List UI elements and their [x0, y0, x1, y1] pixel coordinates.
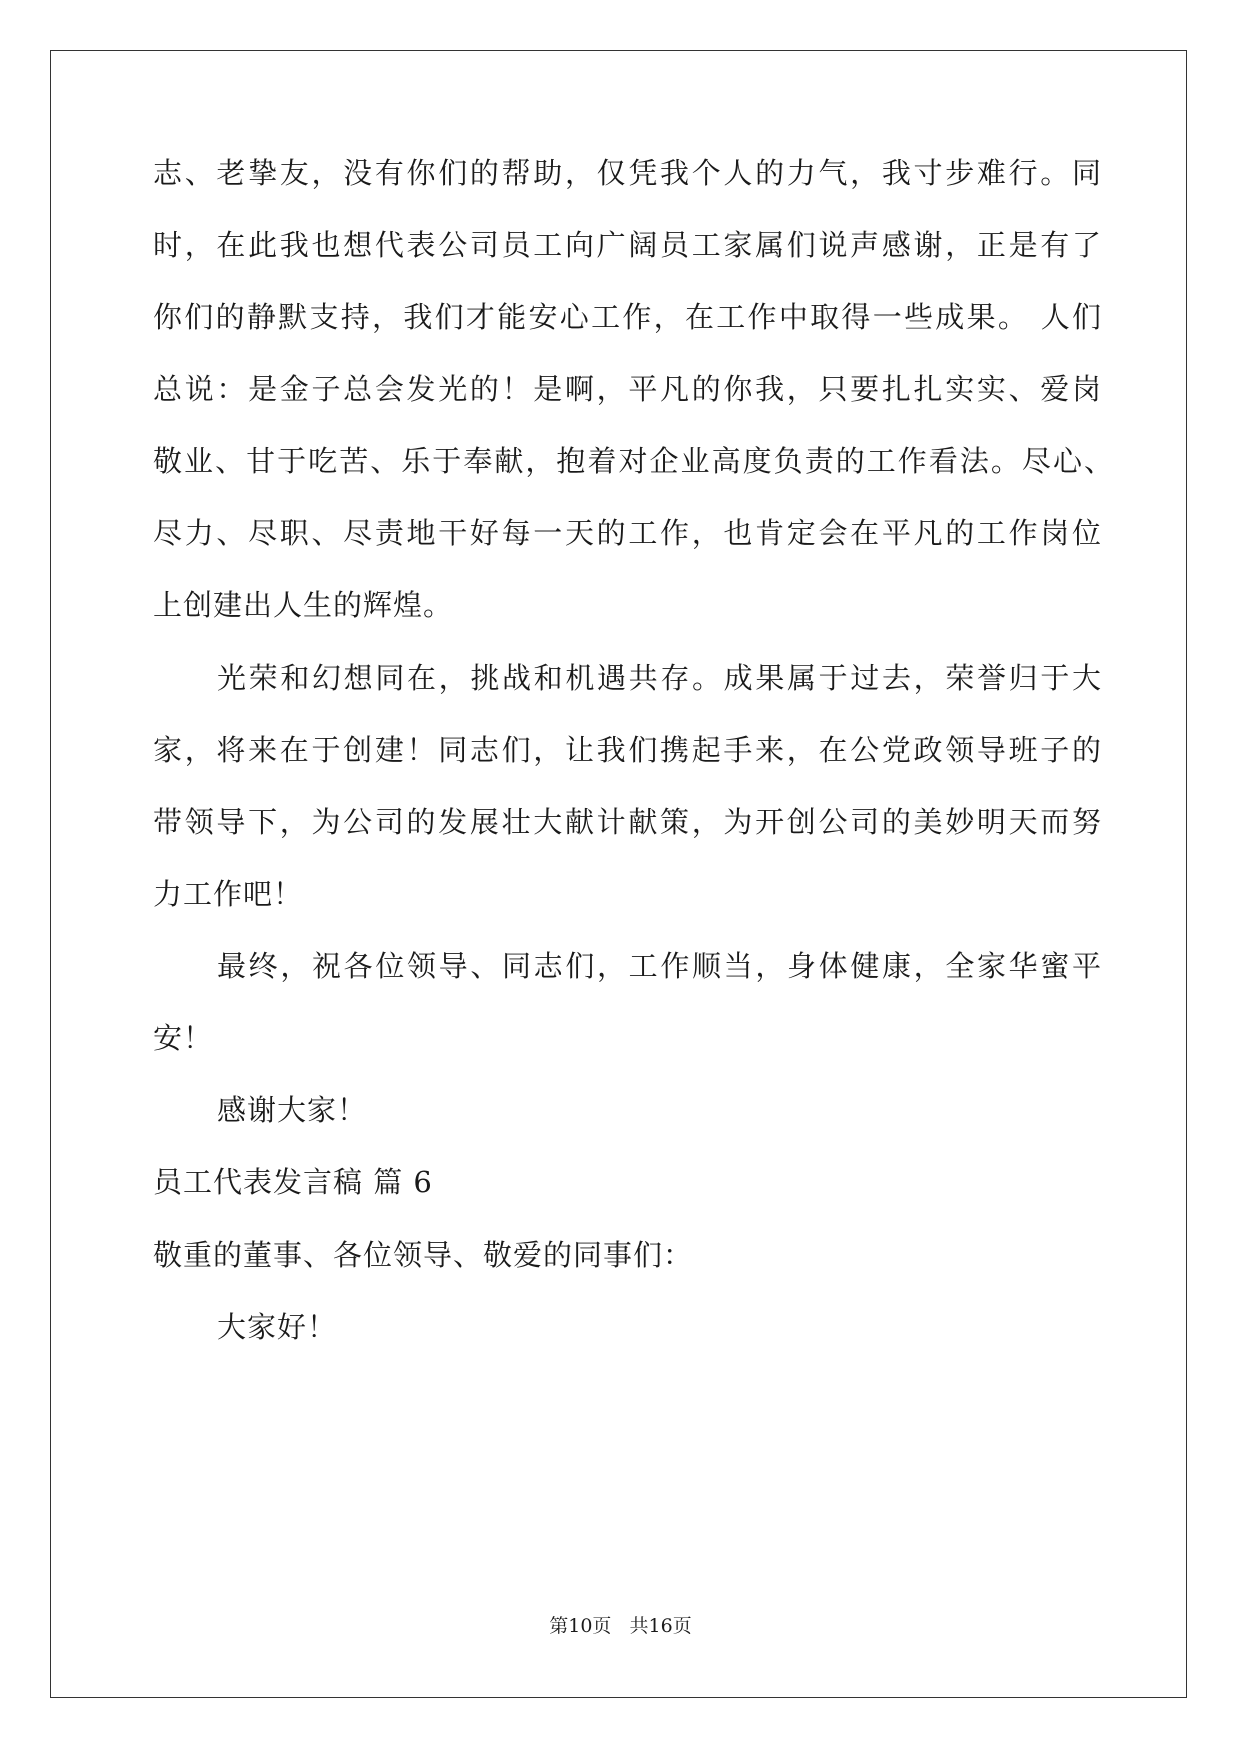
paragraph-line: 志、老挚友，没有你们的帮助，仅凭我个人的力气，我寸步难行。同 — [153, 156, 1101, 190]
paragraph-line: 最终，祝各位领导、同志们，工作顺当，身体健康，全家华蜜平 — [217, 949, 1101, 983]
paragraph-line: 感谢大家！ — [217, 1093, 368, 1127]
page-footer: 第10页 共16页 — [549, 1615, 692, 1637]
paragraph-line: 总说：是金子总会发光的！是啊，平凡的你我，只要扎扎实实、爱岗 — [153, 372, 1101, 406]
paragraph-line: 敬业、甘于吃苦、乐于奉献，抱着对企业高度负责的工作看法。尽心、 — [153, 444, 1113, 478]
salutation: 敬重的董事、各位领导、敬爱的同事们： — [153, 1238, 694, 1272]
section-title: 员工代表发言稿 篇 6 — [153, 1165, 433, 1199]
paragraph-line: 带领导下，为公司的发展壮大献计献策，为开创公司的美妙明天而努 — [153, 805, 1101, 839]
greeting: 大家好！ — [217, 1310, 338, 1344]
paragraph-line: 光荣和幻想同在，挑战和机遇共存。成果属于过去，荣誉归于大 — [217, 661, 1101, 695]
paragraph-line: 家，将来在于创建！同志们，让我们携起手来，在公党政领导班子的 — [153, 733, 1101, 767]
paragraph-line: 安！ — [153, 1021, 214, 1055]
paragraph-line: 尽力、尽职、尽责地干好每一天的工作，也肯定会在平凡的工作岗位 — [153, 516, 1101, 550]
paragraph-line: 时，在此我也想代表公司员工向广阔员工家属们说声感谢，正是有了 — [153, 228, 1101, 262]
paragraph-line: 上创建出人生的辉煌。 — [153, 588, 454, 622]
paragraph-line: 你们的静默支持，我们才能安心工作，在工作中取得一些成果。 人们 — [153, 300, 1101, 334]
paragraph-line: 力工作吧！ — [153, 877, 304, 911]
